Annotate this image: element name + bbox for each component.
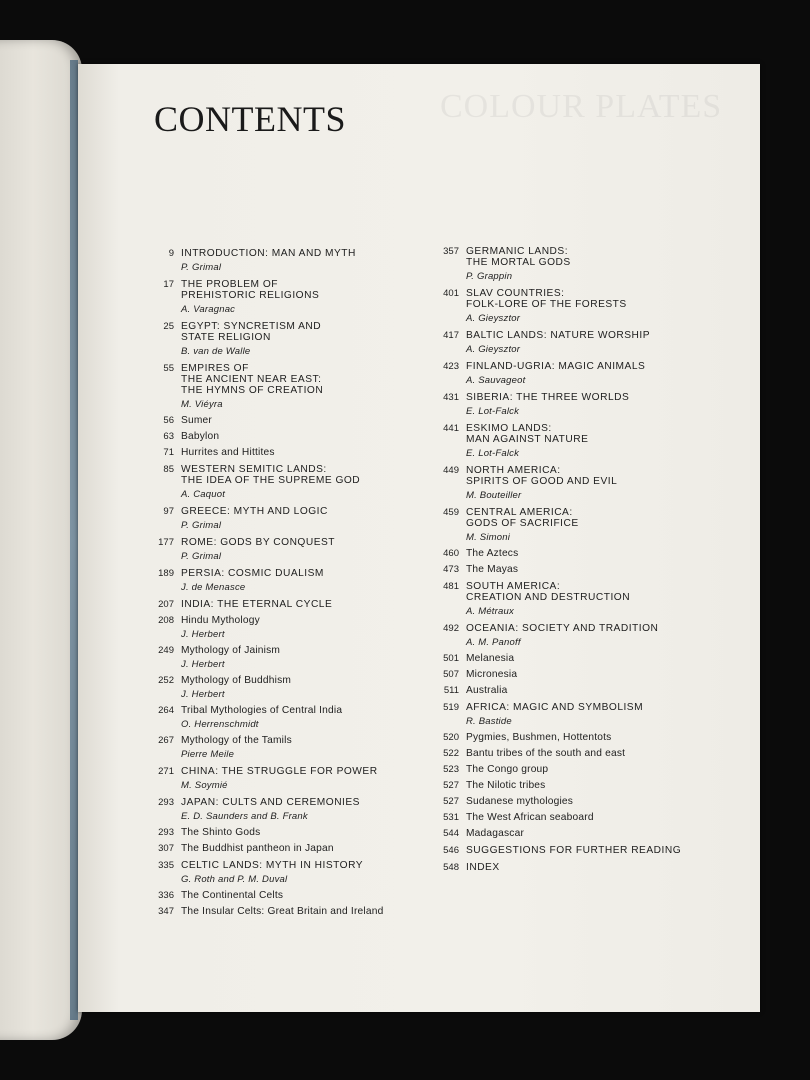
entry-author: A. Métraux xyxy=(466,606,514,617)
page-number: 459 xyxy=(443,507,459,518)
page-number: 56 xyxy=(163,415,174,426)
contents-chapter xyxy=(150,321,400,357)
entry-title: The Nilotic tribes xyxy=(466,780,546,791)
entry-title: SUGGESTIONS FOR FURTHER READING xyxy=(466,845,682,856)
contents-subentry xyxy=(435,764,685,775)
page-number: 177 xyxy=(158,537,174,548)
page-number: 423 xyxy=(443,361,459,372)
entry-author: P. Grimal xyxy=(181,551,222,562)
entry-title: FINLAND-UGRIA: MAGIC ANIMALS xyxy=(466,361,646,372)
entry-title: The Buddhist pantheon in Japan xyxy=(181,843,334,854)
page-number: 25 xyxy=(163,321,174,332)
page-number: 208 xyxy=(158,615,174,626)
contents-subentry xyxy=(435,780,685,791)
entry-title: Bantu tribes of the south and east xyxy=(466,748,626,759)
page-number: 522 xyxy=(443,748,459,759)
page-number: 511 xyxy=(443,685,459,696)
contents-subentry xyxy=(150,890,400,901)
page-number: 9 xyxy=(168,248,174,259)
page-number: 97 xyxy=(163,506,174,517)
page-title: CONTENTS xyxy=(154,99,346,139)
page-number: 293 xyxy=(158,797,174,808)
entry-author: M. Bouteiller xyxy=(466,490,522,501)
entry-title: SOUTH AMERICA: CREATION AND DESTRUCTION xyxy=(466,581,631,603)
contents-chapter xyxy=(150,279,400,315)
contents-chapter xyxy=(150,568,400,593)
page-number: 531 xyxy=(443,812,459,823)
book-spine-edge xyxy=(70,60,78,1020)
entry-author: A. Varagnac xyxy=(181,304,236,315)
entry-title: GERMANIC LANDS: THE MORTAL GODS xyxy=(466,246,571,268)
entry-author: J. de Menasce xyxy=(181,582,246,593)
entry-title: CHINA: THE STRUGGLE FOR POWER xyxy=(181,766,378,777)
page-number: 55 xyxy=(163,363,174,374)
entry-title: Australia xyxy=(466,685,508,696)
contents-subentry xyxy=(435,685,685,696)
page-number: 267 xyxy=(158,735,174,746)
page-number: 85 xyxy=(163,464,174,475)
page-number: 71 xyxy=(163,447,174,458)
contents-chapter xyxy=(150,860,400,885)
contents-subentry xyxy=(435,796,685,807)
page-number: 519 xyxy=(443,702,459,713)
entry-author: A. Gieysztor xyxy=(466,313,521,324)
page-number: 473 xyxy=(443,564,459,575)
page-number: 189 xyxy=(158,568,174,579)
entry-title: EMPIRES OF THE ANCIENT NEAR EAST: THE HYMNS OF CREATION xyxy=(181,363,324,396)
entry-title: Hindu Mythology xyxy=(181,615,260,626)
entry-title: OCEANIA: SOCIETY AND TRADITION xyxy=(466,623,659,634)
entry-title: The Congo group xyxy=(466,764,549,775)
entry-author: M. Simoni xyxy=(466,532,511,543)
entry-author: E. D. Saunders and B. Frank xyxy=(181,811,308,822)
contents-chapter xyxy=(435,246,685,282)
contents-chapter xyxy=(150,537,400,562)
page-number: 264 xyxy=(158,705,174,716)
page-number: 293 xyxy=(158,827,174,838)
contents-column-right xyxy=(435,246,685,873)
entry-author: Pierre Meile xyxy=(181,749,235,760)
entry-author: G. Roth and P. M. Duval xyxy=(181,874,288,885)
contents-chapter xyxy=(150,248,400,273)
contents-chapter xyxy=(435,423,685,459)
page-number: 63 xyxy=(163,431,174,442)
page-number: 481 xyxy=(443,581,459,592)
contents-chapter xyxy=(435,862,685,873)
contents-subentry xyxy=(150,431,400,442)
contents-subentry xyxy=(435,812,685,823)
contents-chapter xyxy=(435,581,685,617)
page-number: 441 xyxy=(443,423,459,434)
page-number: 449 xyxy=(443,465,459,476)
contents-subentry xyxy=(435,732,685,743)
page-number: 347 xyxy=(158,906,174,917)
entry-author: R. Bastide xyxy=(466,716,512,727)
entry-author: B. van de Walle xyxy=(181,346,251,357)
entry-title: Tribal Mythologies of Central India xyxy=(181,705,343,716)
contents-subentry xyxy=(150,645,400,670)
page-number: 271 xyxy=(158,766,174,777)
entry-title: NORTH AMERICA: SPIRITS OF GOOD AND EVIL xyxy=(466,465,618,487)
contents-subentry xyxy=(150,615,400,640)
page-number: 501 xyxy=(443,653,459,664)
contents-subentry xyxy=(150,415,400,426)
entry-title: Sudanese mythologies xyxy=(466,796,574,807)
entry-author: O. Herrenschmidt xyxy=(181,719,259,730)
entry-author: J. Herbert xyxy=(181,689,225,700)
contents-chapter xyxy=(435,702,685,727)
contents-subentry xyxy=(435,653,685,664)
entry-title: The Aztecs xyxy=(466,548,519,559)
entry-author: E. Lot-Falck xyxy=(466,406,520,417)
entry-author: A. M. Panoff xyxy=(466,637,521,648)
contents-chapter xyxy=(150,766,400,791)
entry-author: J. Herbert xyxy=(181,659,225,670)
entry-author: M. Viéyra xyxy=(181,399,223,410)
page-number: 401 xyxy=(443,288,459,299)
contents-chapter xyxy=(150,506,400,531)
entry-title: The Shinto Gods xyxy=(181,827,261,838)
contents-chapter xyxy=(435,465,685,501)
entry-title: ROME: GODS BY CONQUEST xyxy=(181,537,336,548)
page-number: 249 xyxy=(158,645,174,656)
entry-title: GREECE: MYTH AND LOGIC xyxy=(181,506,328,517)
contents-subentry xyxy=(150,735,400,760)
entry-title: THE PROBLEM OF PREHISTORIC RELIGIONS xyxy=(181,279,320,301)
page-number: 544 xyxy=(443,828,459,839)
page-number: 357 xyxy=(443,246,459,257)
entry-title: CENTRAL AMERICA: GODS OF SACRIFICE xyxy=(466,507,579,529)
entry-title: PERSIA: COSMIC DUALISM xyxy=(181,568,324,579)
contents-subentry xyxy=(435,564,685,575)
contents-chapter xyxy=(435,507,685,543)
contents-chapter xyxy=(435,845,685,856)
contents-chapter xyxy=(150,464,400,500)
page-number: 336 xyxy=(158,890,174,901)
contents-subentry xyxy=(150,906,400,917)
show-through-text: COLOUR PLATES xyxy=(440,88,723,125)
entry-author: A. Gieysztor xyxy=(466,344,521,355)
entry-title: The Insular Celts: Great Britain and Ireland xyxy=(181,906,384,917)
entry-title: WESTERN SEMITIC LANDS: THE IDEA OF THE SUPREME GOD xyxy=(181,464,361,486)
entry-title: BALTIC LANDS: NATURE WORSHIP xyxy=(466,330,651,341)
contents-subentry xyxy=(435,748,685,759)
page-number: 527 xyxy=(443,796,459,807)
entry-title: ESKIMO LANDS: MAN AGAINST NATURE xyxy=(466,423,589,445)
entry-title: Sumer xyxy=(181,415,213,426)
entry-title: The Mayas xyxy=(466,564,519,575)
entry-author: P. Grimal xyxy=(181,262,222,273)
entry-title: Melanesia xyxy=(466,653,515,664)
contents-chapter xyxy=(150,599,400,610)
entry-title: Babylon xyxy=(181,431,220,442)
entry-author: J. Herbert xyxy=(181,629,225,640)
entry-author: A. Caquot xyxy=(181,489,226,500)
entry-title: EGYPT: SYNCRETISM AND STATE RELIGION xyxy=(181,321,322,343)
contents-subentry xyxy=(150,827,400,838)
entry-title: INDEX xyxy=(466,862,500,873)
contents-subentry xyxy=(150,675,400,700)
entry-title: Madagascar xyxy=(466,828,525,839)
entry-title: Mythology of Buddhism xyxy=(181,675,292,686)
page-number: 17 xyxy=(163,279,174,290)
entry-title: Mythology of the Tamils xyxy=(181,735,292,746)
entry-title: INDIA: THE ETERNAL CYCLE xyxy=(181,599,333,610)
contents-chapter xyxy=(435,288,685,324)
entry-title: Pygmies, Bushmen, Hottentots xyxy=(466,732,612,743)
page-number: 527 xyxy=(443,780,459,791)
entry-title: The West African seaboard xyxy=(466,812,594,823)
contents-subentry xyxy=(435,828,685,839)
contents-chapter xyxy=(150,797,400,822)
entry-title: INTRODUCTION: MAN AND MYTH xyxy=(181,248,356,259)
entry-author: P. Grimal xyxy=(181,520,222,531)
page-number: 307 xyxy=(158,843,174,854)
entry-title: Mythology of Jainism xyxy=(181,645,281,656)
page-number: 523 xyxy=(443,764,459,775)
page-number: 431 xyxy=(443,392,459,403)
page-number: 507 xyxy=(443,669,459,680)
contents-column-left xyxy=(150,248,400,917)
entry-title: Micronesia xyxy=(466,669,518,680)
entry-title: SIBERIA: THE THREE WORLDS xyxy=(466,392,630,403)
contents-subentry xyxy=(435,548,685,559)
contents-chapter xyxy=(435,623,685,648)
entry-author: M. Soymié xyxy=(181,780,228,791)
contents-subentry xyxy=(150,705,400,730)
entry-title: SLAV COUNTRIES: FOLK-LORE OF THE FORESTS xyxy=(466,288,627,310)
contents-chapter xyxy=(150,363,400,410)
entry-title: JAPAN: CULTS AND CEREMONIES xyxy=(181,797,360,808)
entry-author: A. Sauvageot xyxy=(466,375,526,386)
page-number: 460 xyxy=(443,548,459,559)
contents-chapter xyxy=(435,330,685,355)
page-number: 520 xyxy=(443,732,459,743)
contents-subentry xyxy=(150,447,400,458)
contents-subentry xyxy=(435,669,685,680)
page-number: 548 xyxy=(443,862,459,873)
page-number: 546 xyxy=(443,845,459,856)
page-number: 335 xyxy=(158,860,174,871)
contents-chapter xyxy=(435,392,685,417)
page-number: 207 xyxy=(158,599,174,610)
entry-author: E. Lot-Falck xyxy=(466,448,520,459)
contents-subentry xyxy=(150,843,400,854)
entry-author: P. Grappin xyxy=(466,271,513,282)
entry-title: AFRICA: MAGIC AND SYMBOLISM xyxy=(466,702,644,713)
contents-chapter xyxy=(435,361,685,386)
page-number: 252 xyxy=(158,675,174,686)
entry-title: CELTIC LANDS: MYTH IN HISTORY xyxy=(181,860,364,871)
page-number: 492 xyxy=(443,623,459,634)
page-number: 417 xyxy=(443,330,459,341)
entry-title: The Continental Celts xyxy=(181,890,284,901)
entry-title: Hurrites and Hittites xyxy=(181,447,275,458)
